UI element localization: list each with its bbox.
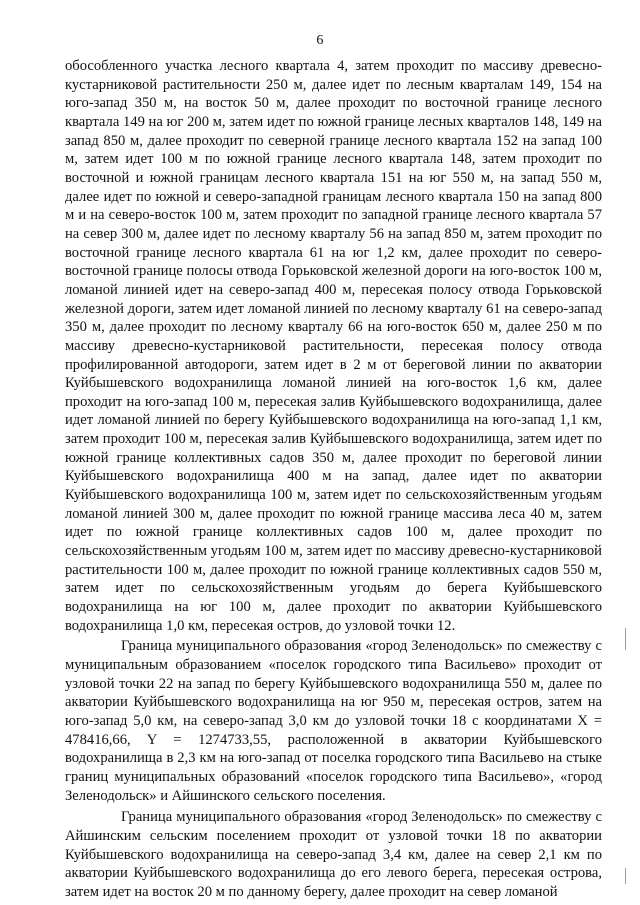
paragraph-ayshinsky-border: Граница муниципального образования «город Зеленодольск» по смежеству с Айшинским сельским поселением проходит от узловой точки 18 по акватории Куйбышевского водохранилища на северо-запад 3,4 км, далее на север 2,1 км по акватории Куйбышевского водохранилища до его левого берега, пересекая острова, затем идет на восток 20 м по данному берегу, далее проходит на север ломаной bbox=[65, 809, 602, 900]
scan-edge-mark bbox=[625, 628, 626, 650]
document-body bbox=[65, 57, 602, 902]
page-number: 6 bbox=[316, 33, 324, 48]
paragraph-vasilyevo-border: Граница муниципального образования «город Зеленодольск» по смежеству с муниципальным образованием «поселок городского типа Васильево» проходит от узловой точки 22 на запад по берегу Куйбышевского водохранилища 550 м, далее по акватории Куйбышевского водохранилища на юг 950 м, пересекая остров, затем на юго-запад 5,0 км, на северо-запад 3,0 км до узловой точки 18 с координатами X = 478416,66, Y = 1274733,55, расположенной в акватории Куйбышевского водохранилища в 2,3 км на юго-запад от поселка городского типа Васильево на стыке границ муниципальных образований «поселок городского типа Васильево», «город Зеленодольск» и Айшинского сельского поселения. bbox=[65, 638, 602, 804]
scan-edge-mark bbox=[625, 868, 626, 884]
paragraph-continuation: обособленного участка лесного квартала 4, затем проходит по массиву древесно-кустарниковой растительности 250 м, далее идет по лесным кварталам 149, 154 на юго-запад 350 м, на восток 50 м, далее проходит по восточной границе лесного квартала 149 на юг 200 м, затем идет по южной границе лесных кварталов 148, 149 на запад 850 м, далее проходит по северной границе лесного квартала 152 на запад 100 м, затем идет 100 м по южной границе лесного квартала 148, затем проходит по восточной и южной границам лесного квартала 151 на юг 550 м, на запад 550 м, далее идет по южной и северо-западной границам лесного квартала 150 на запад 800 м и на северо-восток 100 м, затем проходит по западной границе лесного квартала 57 на север 300 м, далее идет по лесному кварталу 56 на запад 850 м, затем проходит по восточной границе лесного квартала 61 на юг 1,2 км, далее проходит по северо-восточной границе полосы отвода Горьковской железной дороги на юго-восток 100 м, ломаной линией идет на северо-запад 400 м, пересекая полосу отвода Горьковской железной дороги, затем идет ломаной линией по лесному кварталу 61 на северо-запад 350 м, далее проходит по лесному кварталу 66 на юго-восток 650 м, далее 250 м по массиву древесно-кустарниковой растительности, пересекая полосу отвода профилированной автодороги, затем идет в 2 м от береговой линии по акватории Куйбышевского водохранилища ломаной линией на юго-восток 1,6 км, далее проходит на юго-запад 100 м, пересекая залив Куйбышевского водохранилища, далее идет ломаной линией по берегу Куйбышевского водохранилища на юго-запад 1,1 км, затем проходит 100 м, пересекая залив Куйбышевского водохранилища, затем идет по южной границе коллективных садов 350 м, далее проходит по береговой линии Куйбышевского водохранилища 400 м на запад, далее идет по акватории Куйбышевского водохранилища 100 м, затем идет по сельскохозяйственным угодьям ломаной линией 300 м, далее проходит по южной границе массива леса 40 м, затем идет по южной границе коллективных садов 100 м, далее проходит по сельскохозяйственным угодьям 100 м, затем идет по массиву древесно-кустарниковой растительности 100 м, далее проходит по южной границе коллективных садов 550 м, затем идет по сельскохозяйственным угодьям до берега Куйбышевского водохранилища на юг 100 м, далее проходит по акватории Куйбышевского водохранилища 1,0 км, пересекая остров, до узловой точки 12. bbox=[65, 58, 602, 634]
